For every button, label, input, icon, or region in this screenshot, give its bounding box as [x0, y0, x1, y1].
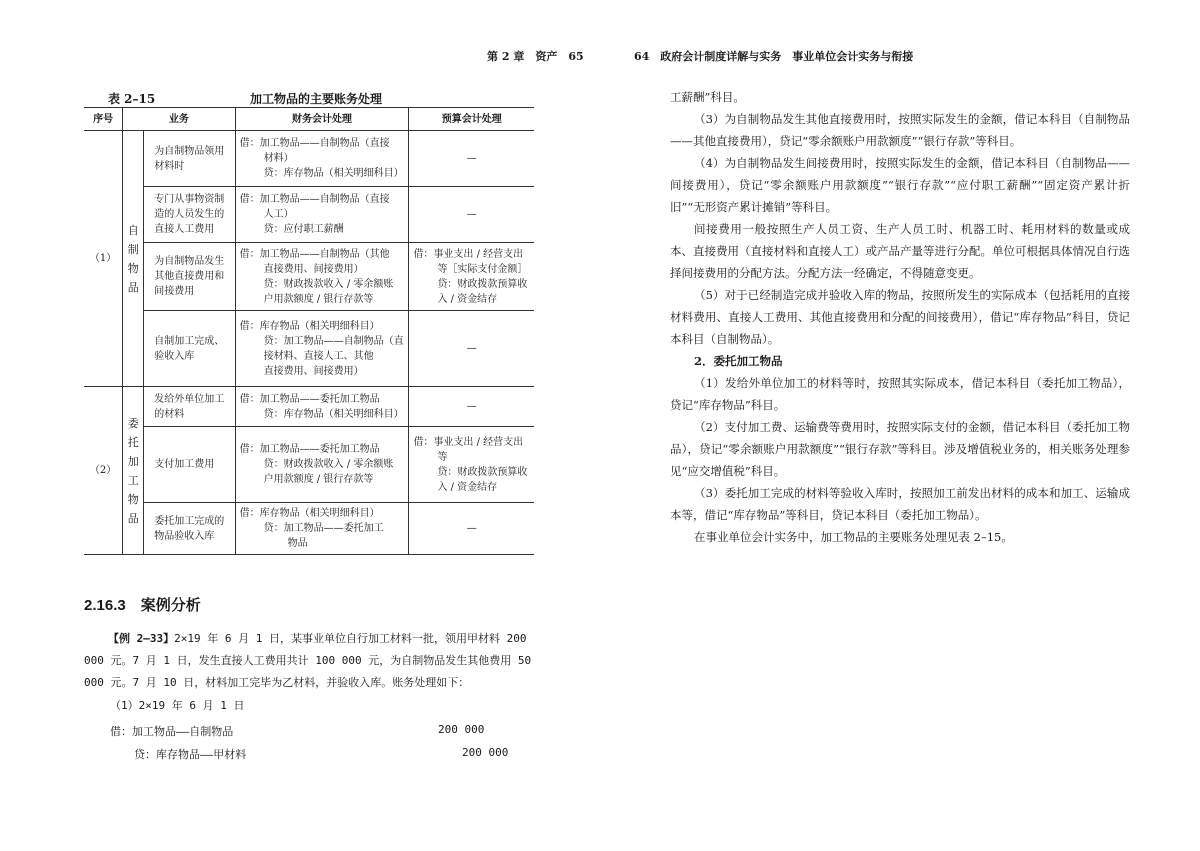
group-name: 委托加工物品 — [123, 387, 144, 555]
paragraph: （5）对于已经制造完成并验收入库的物品，按照所发生的实际成本（包括耗用的直接材料费用、直接人工费用、其他直接费用和分配的间接费用），借记“库存物品”科目，贷记本科目（自制物品）。 — [670, 288, 1130, 346]
group-index: （2） — [84, 387, 123, 555]
business-cell: 为自制物品领用材料时 — [144, 131, 235, 187]
paragraph: （3）委托加工完成的材料等验收入库时，按照加工前发出材料的成本和加工、运输成本等，借记“库存物品”等科目，贷记本科目（委托加工物品）。 — [670, 486, 1130, 522]
page-header-right: 64 政府会计制度详解与实务 事业单位会计实务与衔接 — [634, 50, 914, 63]
paragraph: （3）为自制物品发生其他直接费用时，按照实际发生的金额，借记本科目（自制物品——其他直接费用），贷记“零余额账户用款额度”“银行存款”等科目。 — [670, 112, 1130, 148]
table-row — [84, 427, 534, 503]
journal-entry-debit-amount: 200 000 — [438, 723, 485, 736]
table-row — [84, 243, 534, 311]
example-paragraph — [84, 628, 534, 694]
example-text: 2×19 年 6 月 1 日，某事业单位自行加工材料一批，领用甲材料 200 000 元。7 月 1 日，发生直接人工费用共计 100 000 元，为自制物品发生其他费用 50 000 元。7 月 10 日，材料加工完毕为乙材料，并验收入库。账务处理如下： — [84, 632, 532, 689]
paragraph: 在事业单位会计实务中，加工物品的主要账务处理见表 2–15。 — [694, 530, 1013, 544]
header-financial: 财务会计处理 — [235, 108, 409, 131]
paragraph: （1）发给外单位加工的材料等时，按照其实际成本，借记本科目（委托加工物品），贷记“库存物品”科目。 — [670, 376, 1130, 412]
example-label: 【例 2–33】 — [108, 632, 175, 645]
group-name: 自制物品 — [123, 131, 144, 387]
budget-cell: — — [409, 387, 534, 427]
right-page — [600, 0, 1200, 851]
header-budget: 预算会计处理 — [409, 108, 534, 131]
body-text — [670, 86, 1130, 548]
subheading: 2．委托加工物品 — [694, 354, 783, 368]
financial-cell: 借：加工物品——自制物品（其他 直接费用、间接费用） 贷：财政拨款收入 / 零余额账 户用款额度 / 银行存款等 — [235, 243, 409, 311]
table-row — [84, 387, 534, 427]
section-title: 2.16.3 案例分析 — [84, 597, 201, 614]
financial-cell: 借：加工物品——自制物品（直接 材料） 贷：库存物品（相关明细科目） — [235, 131, 409, 187]
journal-entry-credit: 贷：库存物品——甲材料 — [134, 748, 247, 761]
budget-cell: — — [409, 503, 534, 555]
table-row — [84, 503, 534, 555]
journal-entry-credit-amount: 200 000 — [462, 746, 509, 759]
header-index: 序号 — [84, 108, 123, 131]
budget-cell: — — [409, 131, 534, 187]
financial-cell: 借：库存物品（相关明细科目） 贷：加工物品——自制物品（直 接材料、直接人工、其他 直接费用、间接费用） — [235, 311, 409, 387]
budget-cell: — — [409, 187, 534, 243]
group-index: （1） — [84, 131, 123, 387]
paragraph: （2）支付加工费、运输费等费用时，按照实际支付的金额，借记本科目（委托加工物品），贷记“零余额账户用款额度”“银行存款”等科目。涉及增值税业务的，相关账务处理参见“应交增值税”科目。 — [670, 420, 1130, 478]
financial-cell: 借：库存物品（相关明细科目） 贷：加工物品——委托加工 物品 — [235, 503, 409, 555]
budget-cell: 借：事业支出 / 经营支出 等 贷：财政拨款预算收 入 / 资金结存 — [409, 427, 534, 503]
financial-cell: 借：加工物品——自制物品（直接 人工） 贷：应付职工薪酬 — [235, 187, 409, 243]
table-row — [84, 131, 534, 187]
paragraph: （4）为自制物品发生间接费用时，按照实际发生的金额，借记本科目（自制物品——间接费用），贷记“零余额账户用款额度”“银行存款”“应付职工薪酬”“固定资产累计折旧”“无形资产累计摊销”等科目。 — [670, 156, 1130, 214]
header-business: 业务 — [123, 108, 236, 131]
budget-cell: 借：事业支出 / 经营支出 等［实际支付金额］ 贷：财政拨款预算收 入 / 资金结存 — [409, 243, 534, 311]
table-header-row — [84, 108, 534, 131]
entry-heading: （1）2×19 年 6 月 1 日 — [110, 699, 245, 712]
business-cell: 支付加工费用 — [144, 427, 235, 503]
budget-cell: — — [409, 311, 534, 387]
business-cell: 专门从事物资制造的人员发生的直接人工费用 — [144, 187, 235, 243]
paragraph: 间接费用一般按照生产人员工资、生产人员工时、机器工时、耗用材料的数量或成本、直接费用（直接材料和直接人工）或产品产量等进行分配。单位可根据具体情况自行选择间接费用的分配方法。分配方法一经确定，不得随意变更。 — [670, 222, 1130, 280]
business-cell: 为自制物品发生其他直接费用和间接费用 — [144, 243, 235, 311]
financial-cell: 借：加工物品——委托加工物品 贷：财政拨款收入 / 零余额账 户用款额度 / 银行存款等 — [235, 427, 409, 503]
business-cell: 委托加工完成的物品验收入库 — [144, 503, 235, 555]
paragraph: 工薪酬”科目。 — [670, 90, 745, 104]
business-cell: 自制加工完成、验收入库 — [144, 311, 235, 387]
table-row — [84, 311, 534, 387]
table-title: 加工物品的主要账务处理 — [250, 92, 383, 106]
journal-entry-debit: 借：加工物品——自制物品 — [110, 725, 234, 738]
accounting-table — [84, 107, 534, 555]
table-number: 表 2–15 — [108, 92, 156, 106]
page-header-left: 第 2 章 资产 65 — [487, 50, 584, 63]
business-cell: 发给外单位加工的材料 — [144, 387, 235, 427]
financial-cell: 借：加工物品——委托加工物品 贷：库存物品（相关明细科目） — [235, 387, 409, 427]
table-row — [84, 187, 534, 243]
